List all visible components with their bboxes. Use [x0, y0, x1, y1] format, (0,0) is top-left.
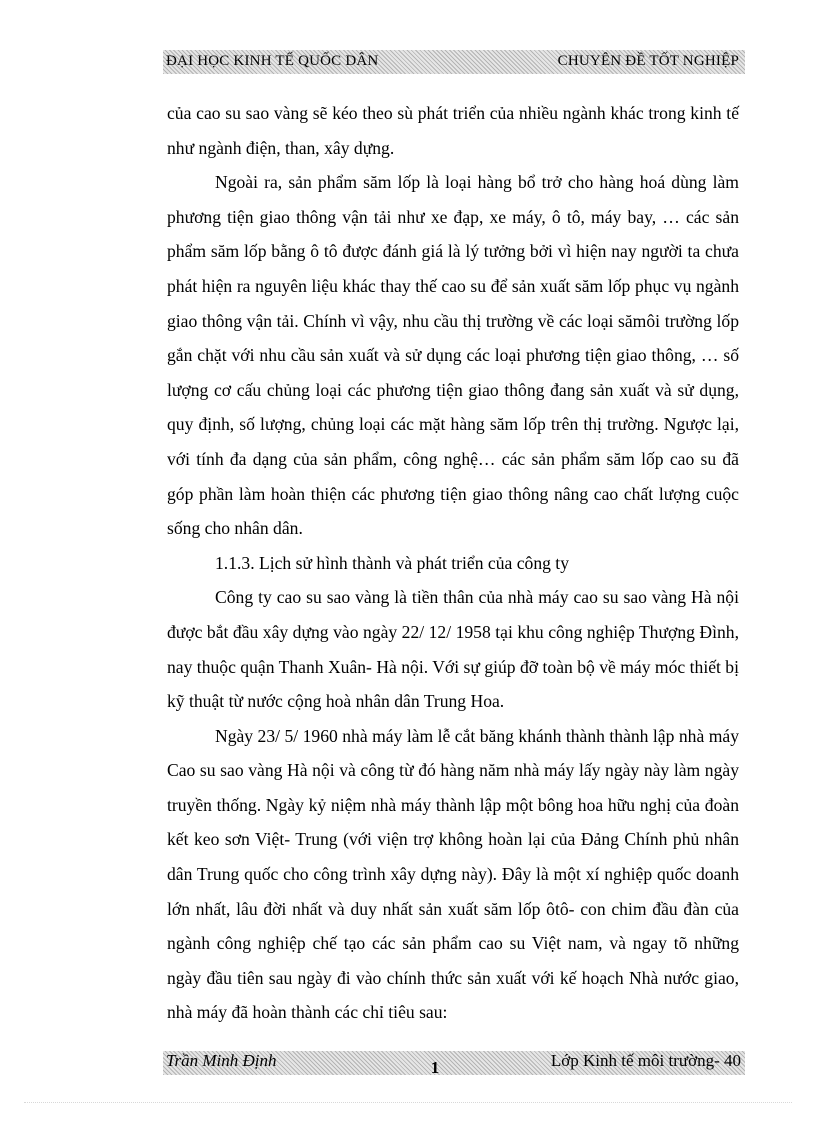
page-number: 1: [430, 1058, 440, 1077]
paragraph-tire-products: Ngoài ra, sản phẩm săm lốp là loại hàng bổ trở cho hàng hoá dùng làm phương tiện giao thông vận tải như xe đạp, xe máy, ô tô, máy bay, … các sản phẩm săm lốp bằng ô tô được đánh giá là lý tưởng bởi vì hiện nay người ta chưa phát hiện ra nguyên liệu khác thay thế cao su để sản xuất săm lốp phục vụ ngành giao thông vận tải. Chính vì vậy, nhu cầu thị trường về các loại sămôi trường lốp gắn chặt với nhu cầu sản xuất và sử dụng các loại phương tiện giao thông, … số lượng cơ cấu chủng loại các phương tiện giao thông đang sản xuất và sử dụng, quy định, số lượng, chủng loại các mặt hàng săm lốp trên thị trường. Ngược lại, với tính đa dạng của sản phẩm, công nghệ… các sản phẩm săm lốp cao su đã góp phần làm hoàn thiện các phương tiện giao thông nâng cao chất lượng cuộc sống cho nhân dân.: [167, 172, 739, 539]
footer-class: Lớp Kinh tế môi trường- 40: [550, 1051, 741, 1070]
page-bottom-divider: [24, 1102, 792, 1103]
footer-author: Trần Minh Định: [166, 1051, 277, 1070]
body-text: [167, 96, 739, 1030]
paragraph-inauguration: Ngày 23/ 5/ 1960 nhà máy làm lễ cắt băng khánh thành thành lập nhà máy Cao su sao vàng Hà nội và công từ đó hàng năm nhà máy lấy ngày này làm ngày truyền thống. Ngày kỷ niệm nhà máy thành lập một bông hoa hữu nghị của đoàn kết keo sơn Việt- Trung (với viện trợ không hoàn lại của Đảng Chính phủ nhân dân Trung quốc cho công trình xây dựng này). Đây là một xí nghiệp quốc doanh lớn nhất, lâu đời nhất và duy nhất sản xuất săm lốp ôtô- con chim đầu đàn của ngành công nghiệp chế tạo các sản phẩm cao su Việt nam, và ngay tõ những ngày đầu tiên sau ngày đi vào chính thức sản xuất với kế hoạch Nhà nước giao, nhà máy đã hoàn thành các chỉ tiêu sau:: [167, 725, 739, 1023]
header-document-type: CHUYÊN ĐỀ TỐT NGHIỆP: [557, 53, 739, 69]
section-heading: 1.1.3. Lịch sử hình thành và phát triển của công ty: [215, 552, 569, 573]
header-university: ĐẠI HỌC KINH TẾ QUỐC DÂN: [166, 53, 379, 69]
paragraph-company-history: Công ty cao su sao vàng là tiền thân của nhà máy cao su sao vàng Hà nội được bắt đầu xây dựng vào ngày 22/ 12/ 1958 tại khu công nghiệp Thượng Đình, nay thuộc quận Thanh Xuân- Hà nội. Với sự giúp đỡ toàn bộ về máy móc thiết bị kỹ thuật từ nước cộng hoà nhân dân Trung Hoa.: [167, 587, 739, 712]
paragraph-continuation: của cao su sao vàng sẽ kéo theo sù phát triển của nhiều ngành khác trong kinh tế như ngành điện, than, xây dựng.: [167, 103, 739, 158]
page-header: [163, 50, 745, 74]
